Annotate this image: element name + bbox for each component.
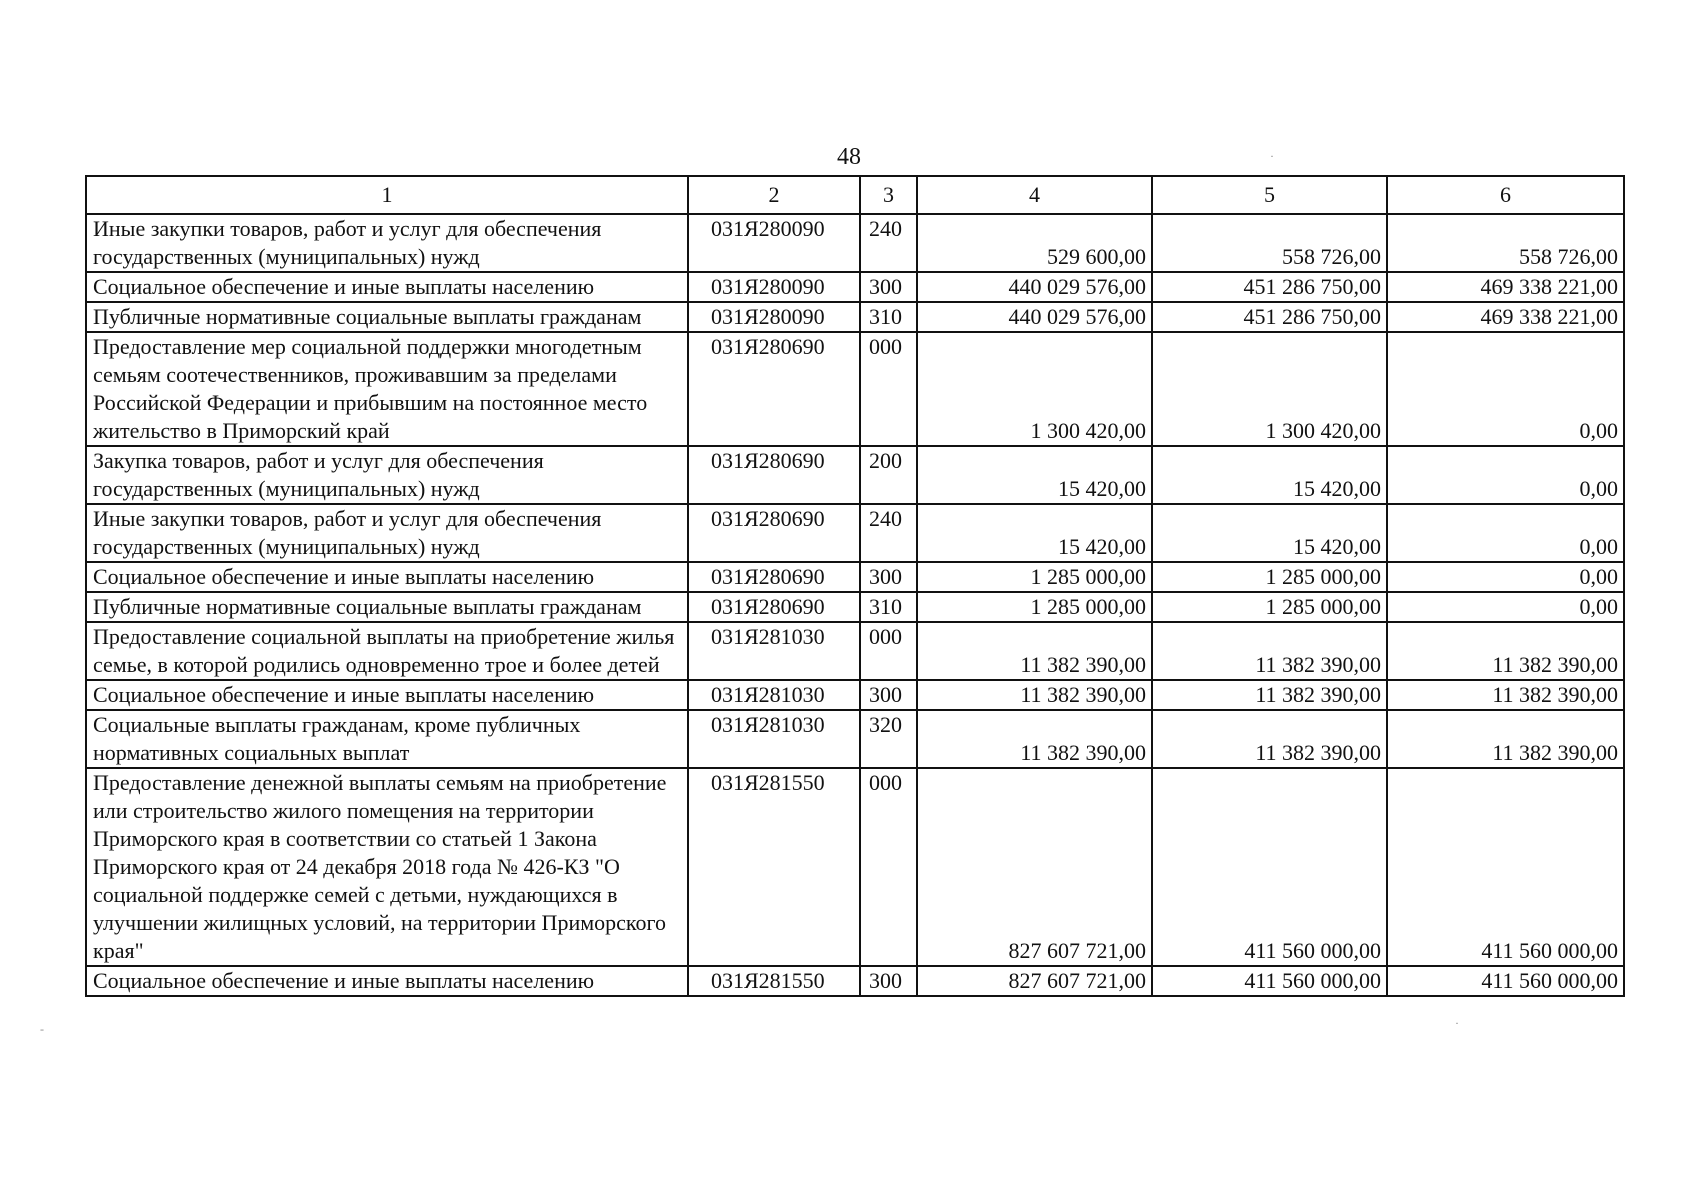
row-type-cell: 240 — [860, 504, 917, 562]
row-amount-cell: 469 338 221,00 — [1387, 302, 1624, 332]
row-amount-cell: 469 338 221,00 — [1387, 272, 1624, 302]
row-amount-cell: 11 382 390,00 — [917, 680, 1152, 710]
table-row — [86, 332, 1624, 446]
row-type-cell: 310 — [860, 592, 917, 622]
row-amount-cell: 411 560 000,00 — [1152, 768, 1387, 966]
row-code-cell: 031Я280090 — [688, 302, 860, 332]
row-amount-cell: 11 382 390,00 — [1387, 680, 1624, 710]
table-row — [86, 622, 1624, 680]
row-amount-cell: 1 285 000,00 — [1152, 562, 1387, 592]
row-amount-cell: 440 029 576,00 — [917, 302, 1152, 332]
column-number: 5 — [1152, 176, 1387, 214]
row-amount-cell: 411 560 000,00 — [1387, 966, 1624, 996]
table-row — [86, 680, 1624, 710]
row-amount-cell: 411 560 000,00 — [1152, 966, 1387, 996]
row-type-cell: 240 — [860, 214, 917, 272]
row-name-cell: Социальное обеспечение и иные выплаты населению — [86, 272, 688, 302]
column-number: 6 — [1387, 176, 1624, 214]
row-code-cell: 031Я281550 — [688, 966, 860, 996]
row-code-cell: 031Я281030 — [688, 622, 860, 680]
column-number: 2 — [688, 176, 860, 214]
row-type-cell: 320 — [860, 710, 917, 768]
page-number: 48 — [837, 144, 861, 170]
scan-speck: - — [40, 1022, 44, 1036]
row-amount-cell: 0,00 — [1387, 332, 1624, 446]
row-name-cell: Предоставление социальной выплаты на приобретение жилья семье, в которой родились одновременно трое и более детей — [86, 622, 688, 680]
budget-table — [85, 175, 1625, 997]
row-amount-cell: 1 285 000,00 — [917, 562, 1152, 592]
table-row — [86, 504, 1624, 562]
row-amount-cell: 440 029 576,00 — [917, 272, 1152, 302]
row-amount-cell: 11 382 390,00 — [1152, 680, 1387, 710]
row-amount-cell: 11 382 390,00 — [1387, 710, 1624, 768]
row-type-cell: 300 — [860, 562, 917, 592]
row-amount-cell: 0,00 — [1387, 504, 1624, 562]
table-row — [86, 446, 1624, 504]
column-number-header-row — [86, 176, 1624, 214]
row-code-cell: 031Я280690 — [688, 446, 860, 504]
row-type-cell: 000 — [860, 768, 917, 966]
row-amount-cell: 0,00 — [1387, 562, 1624, 592]
table-row — [86, 562, 1624, 592]
row-code-cell: 031Я281030 — [688, 710, 860, 768]
row-type-cell: 000 — [860, 332, 917, 446]
scan-speck: · — [1270, 149, 1274, 163]
row-code-cell: 031Я280090 — [688, 214, 860, 272]
row-amount-cell: 558 726,00 — [1387, 214, 1624, 272]
row-amount-cell: 11 382 390,00 — [1152, 710, 1387, 768]
row-type-cell: 310 — [860, 302, 917, 332]
table-row — [86, 592, 1624, 622]
row-amount-cell: 11 382 390,00 — [917, 710, 1152, 768]
row-code-cell: 031Я280690 — [688, 332, 860, 446]
row-amount-cell: 0,00 — [1387, 446, 1624, 504]
row-code-cell: 031Я281550 — [688, 768, 860, 966]
row-amount-cell: 1 300 420,00 — [1152, 332, 1387, 446]
row-amount-cell: 1 300 420,00 — [917, 332, 1152, 446]
row-amount-cell: 558 726,00 — [1152, 214, 1387, 272]
table-row — [86, 710, 1624, 768]
row-name-cell: Социальное обеспечение и иные выплаты населению — [86, 680, 688, 710]
table-row — [86, 768, 1624, 966]
row-name-cell: Предоставление денежной выплаты семьям на приобретение или строительство жилого помещения на территории Приморского края в соответствии со статьей 1 Закона Приморского края от 24 декабря 2018 года № 426-КЗ "О социальной поддержке семей с детьми, нуждающихся в улучшении жилищных условий, на территории Приморского края" — [86, 768, 688, 966]
row-amount-cell: 827 607 721,00 — [917, 966, 1152, 996]
row-amount-cell: 1 285 000,00 — [917, 592, 1152, 622]
row-amount-cell: 15 420,00 — [1152, 446, 1387, 504]
row-code-cell: 031Я280690 — [688, 562, 860, 592]
column-number: 4 — [917, 176, 1152, 214]
row-amount-cell: 15 420,00 — [1152, 504, 1387, 562]
row-code-cell: 031Я281030 — [688, 680, 860, 710]
row-name-cell: Иные закупки товаров, работ и услуг для обеспечения государственных (муниципальных) нужд — [86, 504, 688, 562]
row-name-cell: Социальное обеспечение и иные выплаты населению — [86, 966, 688, 996]
row-amount-cell: 0,00 — [1387, 592, 1624, 622]
row-name-cell: Публичные нормативные социальные выплаты гражданам — [86, 592, 688, 622]
row-name-cell: Социальные выплаты гражданам, кроме публичных нормативных социальных выплат — [86, 710, 688, 768]
row-type-cell: 300 — [860, 966, 917, 996]
row-amount-cell: 451 286 750,00 — [1152, 302, 1387, 332]
row-type-cell: 300 — [860, 680, 917, 710]
column-number: 1 — [86, 176, 688, 214]
row-amount-cell: 11 382 390,00 — [1387, 622, 1624, 680]
row-code-cell: 031Я280690 — [688, 592, 860, 622]
row-amount-cell: 15 420,00 — [917, 504, 1152, 562]
row-code-cell: 031Я280090 — [688, 272, 860, 302]
row-amount-cell: 529 600,00 — [917, 214, 1152, 272]
row-type-cell: 200 — [860, 446, 917, 504]
table-row — [86, 302, 1624, 332]
row-amount-cell: 451 286 750,00 — [1152, 272, 1387, 302]
row-name-cell: Социальное обеспечение и иные выплаты населению — [86, 562, 688, 592]
row-amount-cell: 827 607 721,00 — [917, 768, 1152, 966]
row-name-cell: Предоставление мер социальной поддержки многодетным семьям соотечественников, проживавшим за пределами Российской Федерации и прибывшим на постоянное место жительство в Приморский край — [86, 332, 688, 446]
scan-speck: · — [1455, 1016, 1459, 1030]
row-type-cell: 000 — [860, 622, 917, 680]
row-name-cell: Иные закупки товаров, работ и услуг для обеспечения государственных (муниципальных) нужд — [86, 214, 688, 272]
table-body — [86, 176, 1624, 996]
table-row — [86, 272, 1624, 302]
row-amount-cell: 11 382 390,00 — [917, 622, 1152, 680]
row-amount-cell: 15 420,00 — [917, 446, 1152, 504]
table-row — [86, 966, 1624, 996]
row-amount-cell: 11 382 390,00 — [1152, 622, 1387, 680]
row-amount-cell: 1 285 000,00 — [1152, 592, 1387, 622]
row-name-cell: Закупка товаров, работ и услуг для обеспечения государственных (муниципальных) нужд — [86, 446, 688, 504]
column-number: 3 — [860, 176, 917, 214]
table-row — [86, 214, 1624, 272]
row-amount-cell: 411 560 000,00 — [1387, 768, 1624, 966]
row-code-cell: 031Я280690 — [688, 504, 860, 562]
row-type-cell: 300 — [860, 272, 917, 302]
row-name-cell: Публичные нормативные социальные выплаты гражданам — [86, 302, 688, 332]
